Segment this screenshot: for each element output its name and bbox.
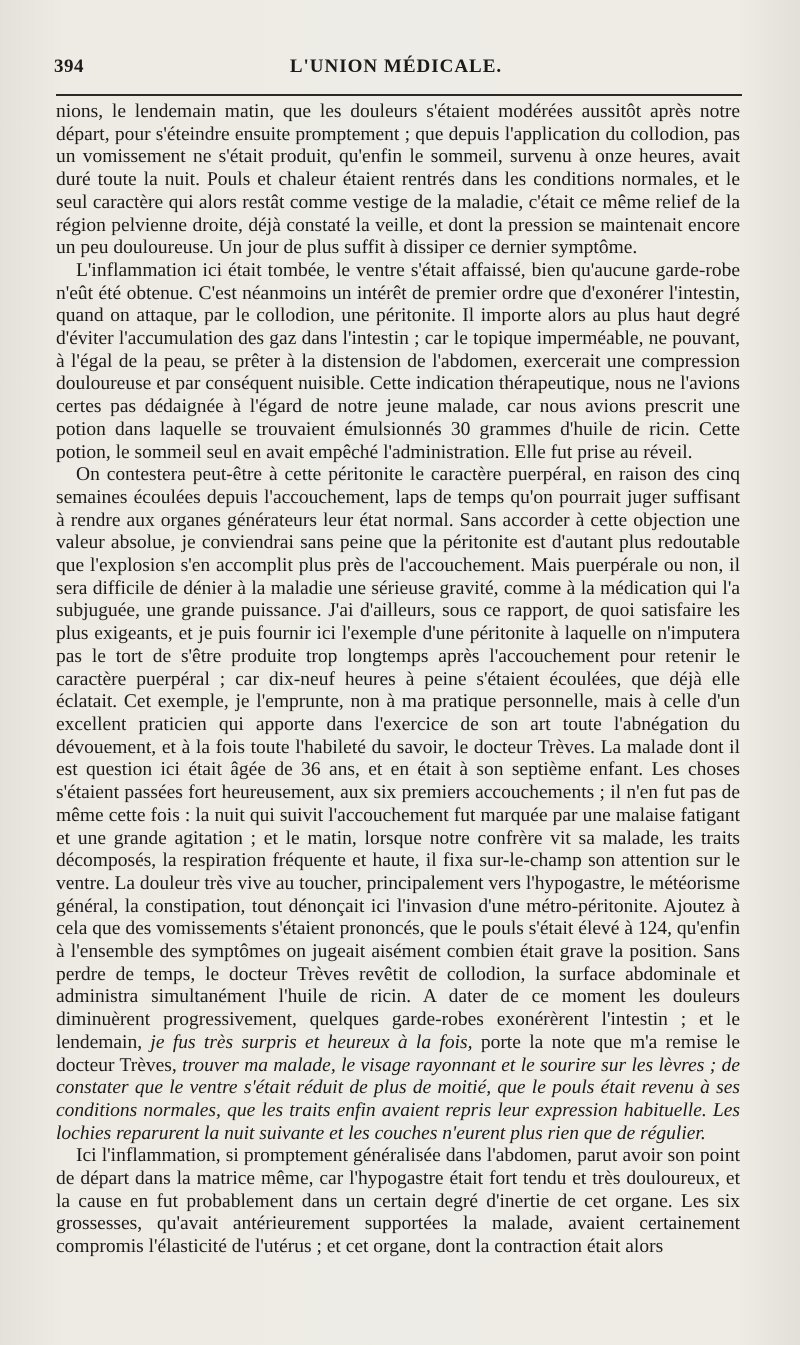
case-text: On contestera peut-être à cette péritonite le caractère puerpéral, en raison des cinq semaines écoulées depuis l'accouchement, laps de temps qu'on pourrait juger suffisant à rendre aux organes générateurs leur état normal. Sans accorder à cette objection une valeur absolue, je conviendrai sans peine que la péritonite est d'autant plus redoutable que l'explosion s'en accomplit plus près de l'accouchement. Mais puerpérale ou non, il sera difficile de dénier à la maladie une sérieuse gravité, comme à la médication qui l'a subjuguée, une grande puissance. J'ai d'ailleurs, sous ce rapport, de quoi satisfaire les plus exigeants, et je puis fournir ici l'exemple d'une péritonite à laquelle on n'imputera pas le tort de s'être produite trop longtemps après l'accouchement pour retenir le caractère puerpéral ; car dix-neuf heures à peine s'étaient écoulées, que déjà elle éclatait. Cet exemple, je l'emprunte, non à ma pratique personnelle, mais à celle d'un excellent praticien qui apporte dans l'exercice de son art toute l'abnégation du dévouement, et à la fois toute l'habileté du savoir, le docteur Trèves. La malade dont il est question ici était âgée de 36 ans, et en était à son septième enfant. Les choses s'étaient passées fort heureusement, aux six premiers accouchements ; il n'en fut pas de même cette fois : la nuit qui suivit l'accouchement fut marquée par une malaise fatigant et une grande agitation ; et le matin, lorsque notre confrère vit sa malade, les traits décomposés, la respiration fréquente et haute, il fixa sur-le-champ son attention sur le ventre. La douleur très vive au toucher, principalement vers l'hypogastre, le météorisme général, la constipation, tout dénonçait ici l'invasion d'une métro-péritonite. Ajoutez à cela que des vomissements s'étaient prononcés, que le pouls s'était élevé à 124, qu'enfin à l'ensemble des symptômes on jugeait aisément combien était grave la position. Sans perdre de temps, le docteur Trèves revêtit de collodion, la surface abdominale et administra simultanément l'huile de ricin. A dater de ce moment les douleurs diminuèrent progressivement, quelques garde-robes exonérèrent l'intestin ; et le lendemain, bbox=[56, 464, 740, 1053]
quoted-note-italic: je fus très surpris et heureux à la fois, bbox=[150, 1031, 473, 1053]
quoted-note-italic-continued: trouver ma malade, le visage rayonnant et le sourire sur les lèvres ; de constater que le ventre s'était réduit de plus de moitié, que le pouls était revenu à ses conditions normales, que les traits enfin avaient repris leur expression habituelle. Les lochies reparurent la nuit suivante et les couches n'eurent plus rien que de régulier. bbox=[56, 1054, 740, 1144]
paragraph-inflammation: L'inflammation ici était tombée, le ventre s'était affaissé, bien qu'aucune garde-robe n'eût été obtenue. C'est néanmoins un intérêt de premier ordre que d'exonérer l'intestin, quand on attaque, par le collodion, une péritonite. Il importe alors au plus haut degré d'éviter l'accumulation des gaz dans l'intestin ; car le topique imperméable, ne pouvant, à l'égal de la peau, se prêter à la distension de l'abdomen, exercerait une compression douloureuse et par conséquent nuisible. Cette indication thérapeutique, nous ne l'avions certes pas dédaignée à l'égard de notre jeune malade, car nous avions prescrit une potion dans laquelle se trouvaient émulsionnés 30 grammes d'huile de ricin. Cette potion, le sommeil seul en avait empêché l'administration. Elle fut prise au réveil. bbox=[56, 259, 740, 463]
running-title: L'UNION MÉDICALE. bbox=[289, 56, 503, 77]
case-text-attribution: porte la note que m'a remise le docteur Trèves, bbox=[56, 1031, 740, 1076]
header-rule bbox=[56, 94, 742, 96]
paragraph-uterine-origin: Ici l'inflammation, si promptement généralisée dans l'abdomen, parut avoir son point de départ dans la matrice même, car l'hypogastre était fort tendu et très douloureux, et la cause en fut probablement dans un certain degré d'inertie de cet organe. Les six grossesses, qu'avait antérieurement supportées la malade, avaient certainement compromis l'élasticité de l'utérus ; et cet organe, dont la contraction était alors bbox=[56, 1145, 740, 1258]
body-text bbox=[56, 101, 740, 1259]
page-number: 394 bbox=[54, 56, 84, 77]
page-header bbox=[54, 56, 738, 86]
paragraph-continued: nions, le lendemain matin, que les douleurs s'étaient modérées aussitôt après notre départ, pour s'éteindre ensuite promptement ; que depuis l'application du collodion, pas un vomissement ne s'était produit, qu'enfin le sommeil, survenu à onze heures, avait duré toute la nuit. Pouls et chaleur étaient rentrés dans les conditions normales, et le seul caractère qui alors restât comme vestige de la maladie, c'était ce même relief de la région pelvienne droite, déjà constaté la veille, et dont la pression se maintenait encore un peu douloureuse. Un jour de plus suffit à dissiper ce dernier symptôme. bbox=[56, 101, 740, 259]
paragraph-case-treves bbox=[56, 464, 740, 1145]
